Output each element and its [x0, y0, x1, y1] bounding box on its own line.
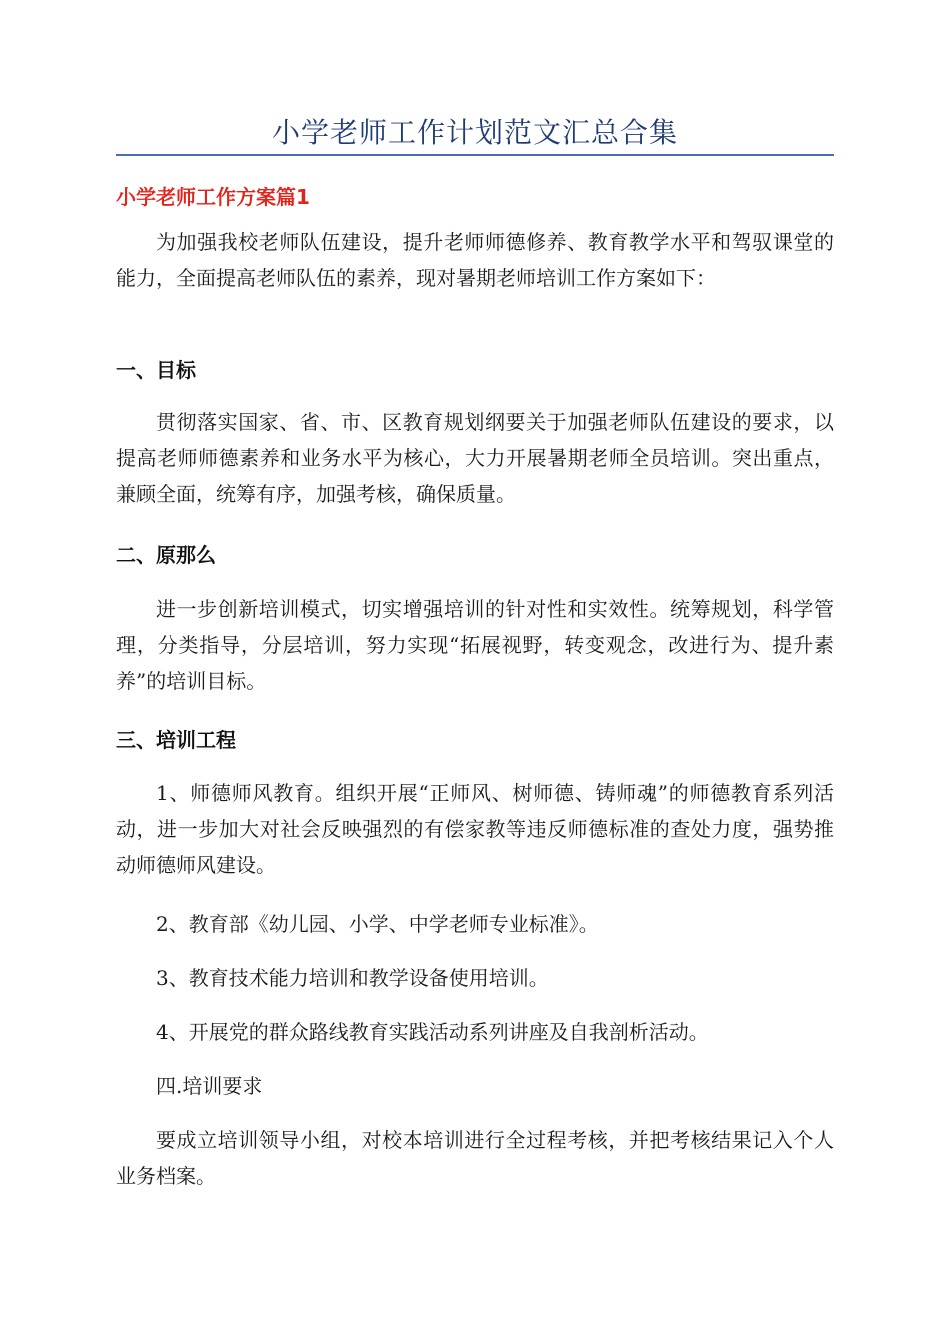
requirements-paragraph: 要成立培训领导小组，对校本培训进行全过程考核，并把考核结果记入个人业务档案。 — [116, 1128, 834, 1188]
principle-paragraph: 进一步创新培训模式，切实增强培训的针对性和实效性。统筹规划，科学管理，分类指导，分层培训，努力实现“拓展视野，转变观念，改进行为、提升素养”的培训目标。 — [116, 597, 834, 693]
goal-paragraph: 贯彻落实国家、省、市、区教育规划纲要关于加强老师队伍建设的要求，以提高老师师德素养和业务水平为核心，大力开展暑期老师全员培训。突出重点，兼顾全面，统筹有序，加强考核，确保质量。 — [116, 410, 834, 506]
heading-training-project: 三、培训工程 — [116, 728, 236, 752]
section-title: 小学老师工作方案篇1 — [116, 185, 310, 209]
requirements-heading: 四.培训要求 — [156, 1074, 263, 1098]
training-item-2: 2、教育部《幼儿园、小学、中学老师专业标准》。 — [156, 912, 599, 936]
training-item-3: 3、教育技术能力培训和教学设备使用培训。 — [156, 966, 549, 990]
intro-paragraph: 为加强我校老师队伍建设，提升老师师德修养、教育教学水平和驾驭课堂的能力，全面提高老师队伍的素养，现对暑期老师培训工作方案如下： — [116, 230, 834, 290]
heading-goal: 一、目标 — [116, 358, 196, 382]
title-underline — [116, 154, 834, 156]
training-item-1: 1、师德师风教育。组织开展“正师风、树师德、铸师魂”的师德教育系列活动，进一步加大对社会反映强烈的有偿家教等违反师德标准的查处力度，强势推动师德师风建设。 — [116, 781, 834, 877]
heading-principle: 二、原那么 — [116, 543, 216, 567]
training-item-4: 4、开展党的群众路线教育实践活动系列讲座及自我剖析活动。 — [156, 1020, 709, 1044]
document-title: 小学老师工作计划范文汇总合集 — [271, 116, 678, 149]
